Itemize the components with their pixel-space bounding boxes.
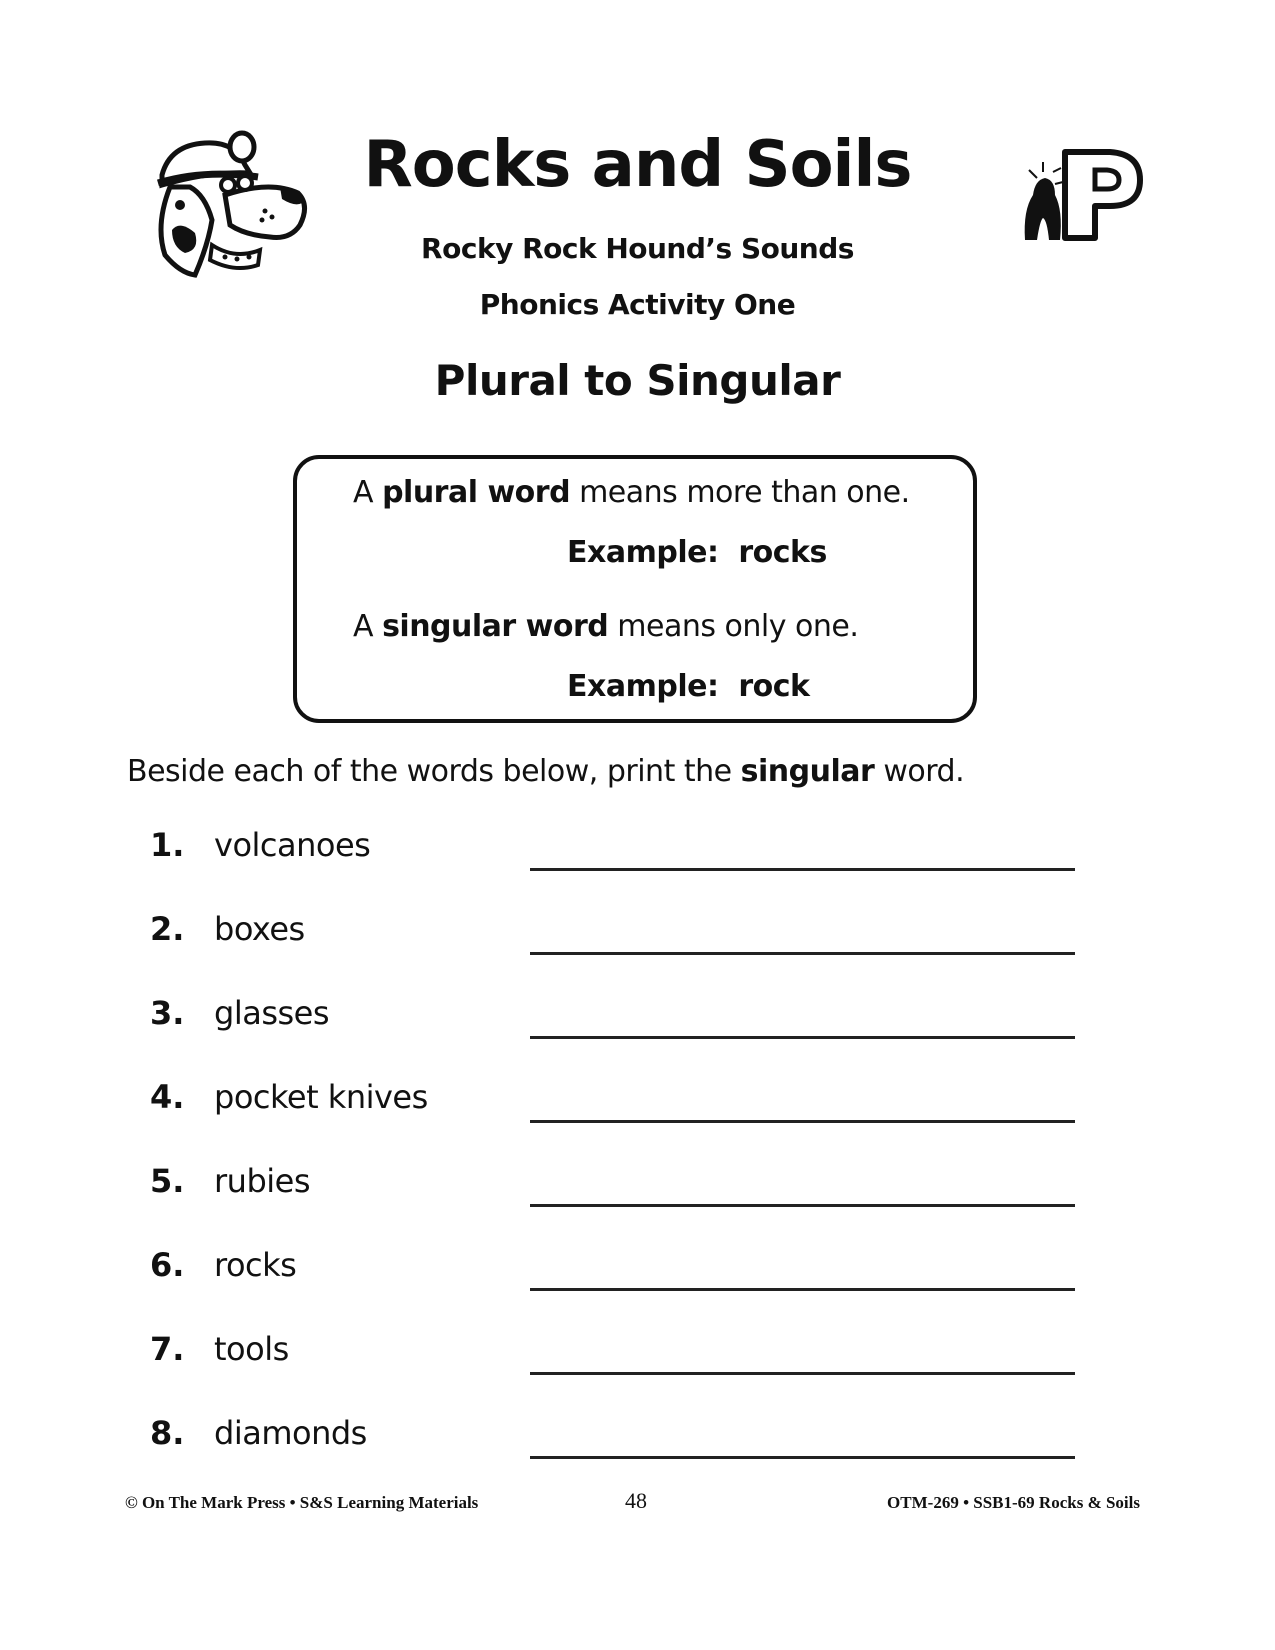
- item-number: 6.: [150, 1246, 185, 1284]
- singular-example: [567, 669, 809, 704]
- singular-suffix: means only one.: [608, 609, 859, 644]
- definition-box: [293, 455, 977, 723]
- activity-label: Phonics Activity One: [479, 288, 796, 321]
- instructions-text: Beside each of the words below, print the: [127, 754, 741, 789]
- instructions: [127, 754, 964, 789]
- item-number: 8.: [150, 1414, 185, 1452]
- instructions-bold: singular: [740, 754, 875, 789]
- exercise-item: [150, 1414, 1075, 1474]
- answer-line[interactable]: [530, 1036, 1075, 1039]
- item-number: 4.: [150, 1078, 185, 1116]
- item-word: rocks: [214, 1246, 297, 1284]
- plural-term: plural word: [382, 475, 571, 510]
- item-number: 5.: [150, 1162, 185, 1200]
- item-word: tools: [214, 1330, 289, 1368]
- answer-line[interactable]: [530, 952, 1075, 955]
- page-number: 48: [625, 1488, 647, 1513]
- item-word: glasses: [214, 994, 330, 1032]
- page-subtitle: Rocky Rock Hound’s Sounds: [421, 232, 854, 265]
- plural-suffix: means more than one.: [570, 475, 910, 510]
- exercise-item: [150, 1246, 1075, 1306]
- answer-line[interactable]: [530, 1120, 1075, 1123]
- example-label: Example:: [567, 669, 719, 704]
- plural-prefix: A: [353, 475, 383, 510]
- item-number: 1.: [150, 826, 185, 864]
- singular-prefix: A: [353, 609, 383, 644]
- example-value: rocks: [738, 535, 827, 570]
- answer-line[interactable]: [530, 1456, 1075, 1459]
- item-number: 7.: [150, 1330, 185, 1368]
- example-value: rock: [738, 669, 810, 704]
- singular-term: singular word: [382, 609, 609, 644]
- exercise-item: [150, 1162, 1075, 1222]
- instructions-end: word.: [874, 754, 965, 789]
- answer-line[interactable]: [530, 1372, 1075, 1375]
- item-number: 2.: [150, 910, 185, 948]
- plural-example: [567, 535, 827, 570]
- answer-line[interactable]: [530, 1204, 1075, 1207]
- singular-definition: [353, 609, 858, 644]
- page-title: Rocks and Soils: [363, 128, 912, 202]
- item-word: pocket knives: [214, 1078, 428, 1116]
- exercise-item: [150, 826, 1075, 886]
- answer-line[interactable]: [530, 1288, 1075, 1291]
- topic-heading: Plural to Singular: [434, 356, 841, 405]
- item-word: boxes: [214, 910, 305, 948]
- item-number: 3.: [150, 994, 185, 1032]
- footer-product-code: OTM-269 • SSB1-69 Rocks & Soils: [887, 1493, 1140, 1512]
- example-label: Example:: [567, 535, 719, 570]
- exercise-item: [150, 910, 1075, 970]
- item-word: volcanoes: [214, 826, 371, 864]
- exercise-item: [150, 1078, 1075, 1138]
- exercise-item: [150, 1330, 1075, 1390]
- item-word: diamonds: [214, 1414, 367, 1452]
- item-word: rubies: [214, 1162, 310, 1200]
- answer-line[interactable]: [530, 868, 1075, 871]
- plural-definition: [353, 475, 910, 510]
- exercise-item: [150, 994, 1075, 1054]
- footer-publisher: © On The Mark Press • S&S Learning Materials: [125, 1493, 479, 1512]
